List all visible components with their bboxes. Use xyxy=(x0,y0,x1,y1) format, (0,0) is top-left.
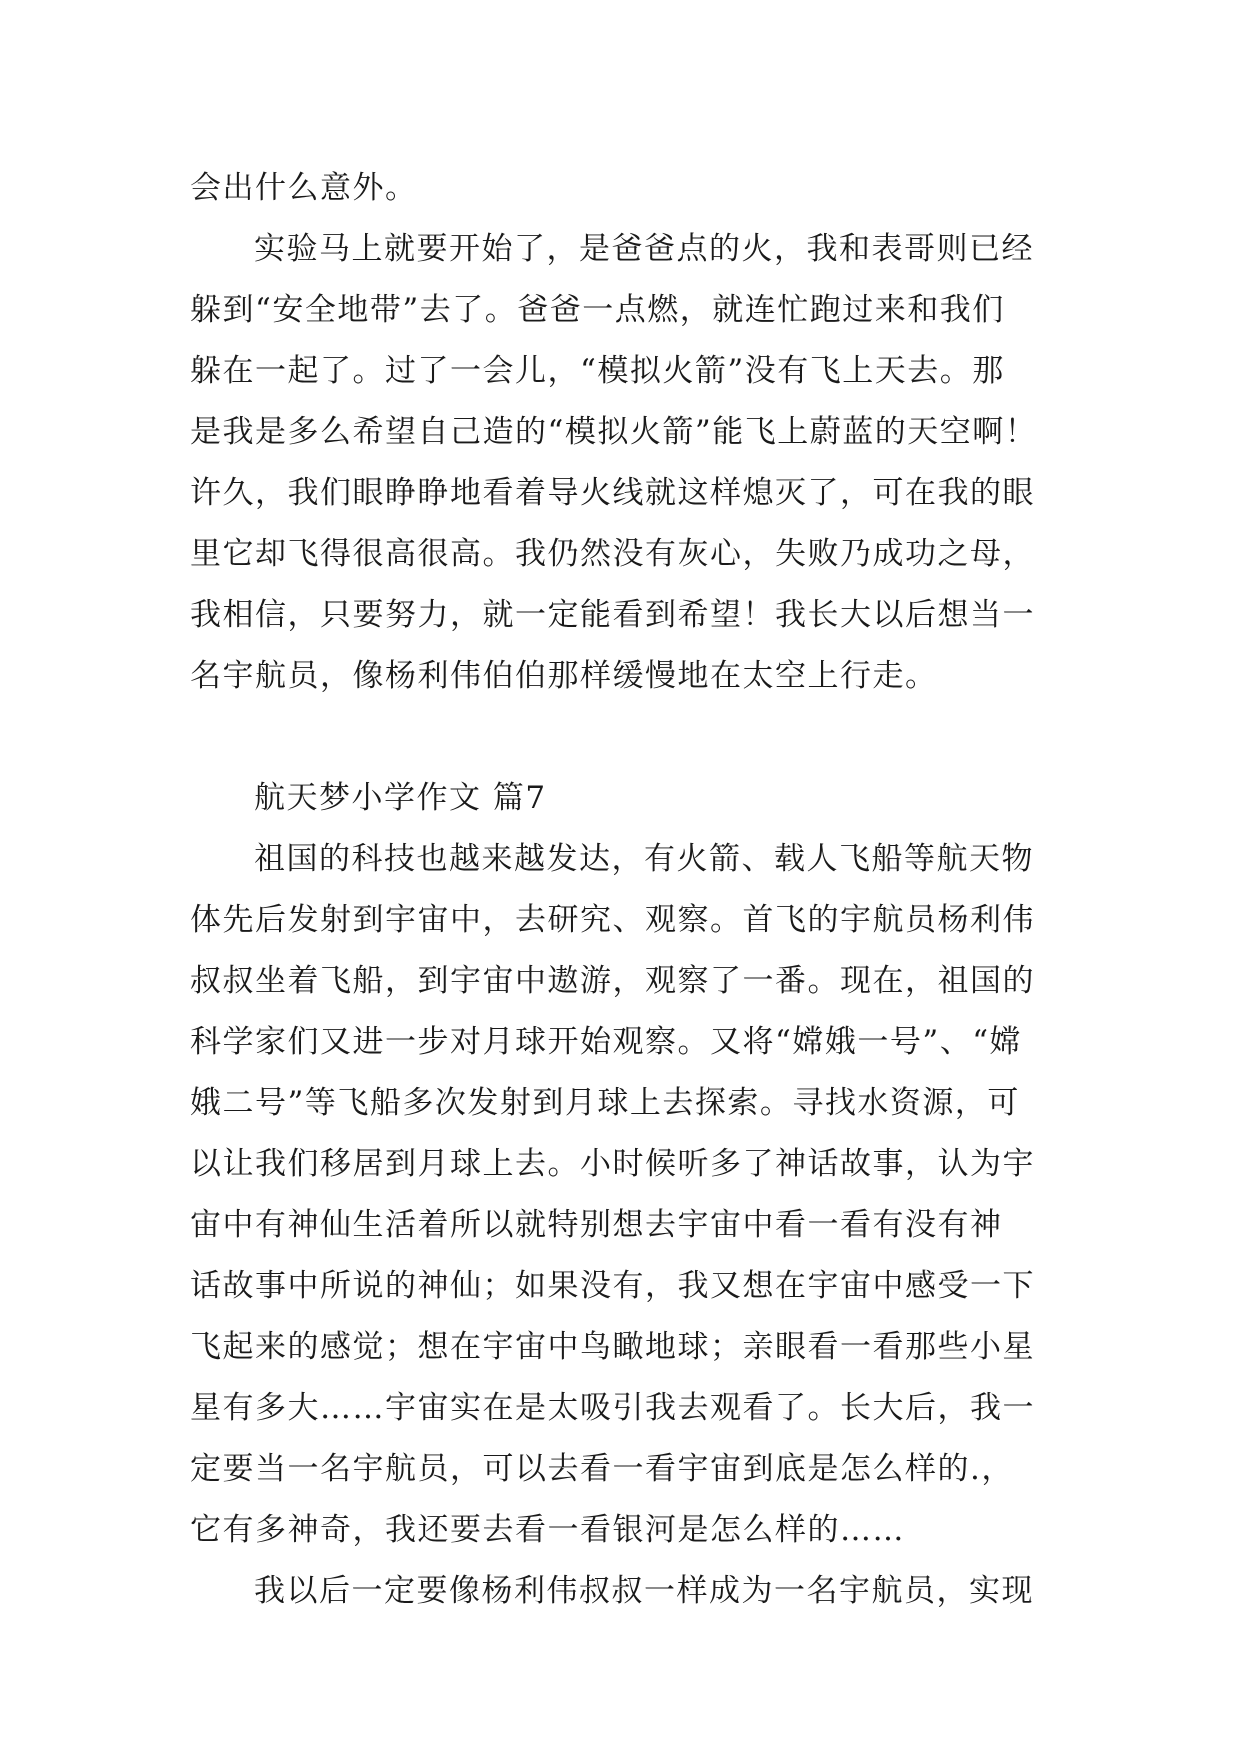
text-line: 会出什么意外。 xyxy=(190,170,418,206)
text-line: 躲在一起了。过了一会儿，“模拟火箭”没有飞上天去。那 xyxy=(190,353,1005,389)
section-gap xyxy=(190,707,1070,768)
text-line: 躲到“安全地带”去了。爸爸一点燃，就连忙跑过来和我们 xyxy=(190,292,1005,328)
text-line: 祖国的科技也越来越发达，有火箭、载人飞船等航天物 xyxy=(254,841,1034,877)
text-line: 话故事中所说的神仙；如果没有，我又想在宇宙中感受一下 xyxy=(190,1268,1035,1304)
text-line: 是我是多么希望自己造的“模拟火箭”能飞上蔚蓝的天空啊！ xyxy=(190,414,1038,450)
paragraph-experiment xyxy=(190,219,1070,707)
paragraph-space-dream xyxy=(190,829,1070,1561)
text-line: 娥二号”等飞船多次发射到月球上去探索。寻找水资源，可 xyxy=(190,1085,1020,1121)
text-line: 我以后一定要像杨利伟叔叔一样成为一名宇航员，实现 xyxy=(254,1573,1034,1609)
paragraph-final xyxy=(190,1561,1070,1622)
section-heading: 航天梦小学作文 篇7 xyxy=(254,780,547,816)
text-line: 实验马上就要开始了，是爸爸点的火，我和表哥则已经 xyxy=(254,231,1034,267)
paragraph-continuation xyxy=(190,158,1070,219)
text-line: 体先后发射到宇宙中，去研究、观察。首飞的宇航员杨利伟 xyxy=(190,902,1035,938)
text-line: 以让我们移居到月球上去。小时候听多了神话故事，认为宇 xyxy=(190,1146,1035,1182)
text-line: 里它却飞得很高很高。我仍然没有灰心，失败乃成功之母， xyxy=(190,536,1035,572)
text-line: 名宇航员，像杨利伟伯伯那样缓慢地在太空上行走。 xyxy=(190,658,938,694)
document-page xyxy=(190,158,1070,1622)
text-line: 飞起来的感觉；想在宇宙中鸟瞰地球；亲眼看一看那些小星 xyxy=(190,1329,1035,1365)
text-line: 许久，我们眼睁睁地看着导火线就这样熄灭了，可在我的眼 xyxy=(190,475,1035,511)
text-line: 定要当一名宇航员，可以去看一看宇宙到底是怎么样的.， xyxy=(190,1451,1014,1487)
text-line: 叔叔坐着飞船，到宇宙中遨游，观察了一番。现在，祖国的 xyxy=(190,963,1035,999)
text-line: 它有多神奇，我还要去看一看银河是怎么样的…… xyxy=(190,1512,905,1548)
text-line: 科学家们又进一步对月球开始观察。又将“嫦娥一号”、“嫦 xyxy=(190,1024,1023,1060)
text-line: 我相信，只要努力，就一定能看到希望！我长大以后想当一 xyxy=(190,597,1035,633)
text-line: 宙中有神仙生活着所以就特别想去宇宙中看一看有没有神 xyxy=(190,1207,1003,1243)
text-line: 星有多大……宇宙实在是太吸引我去观看了。长大后，我一 xyxy=(190,1390,1035,1426)
